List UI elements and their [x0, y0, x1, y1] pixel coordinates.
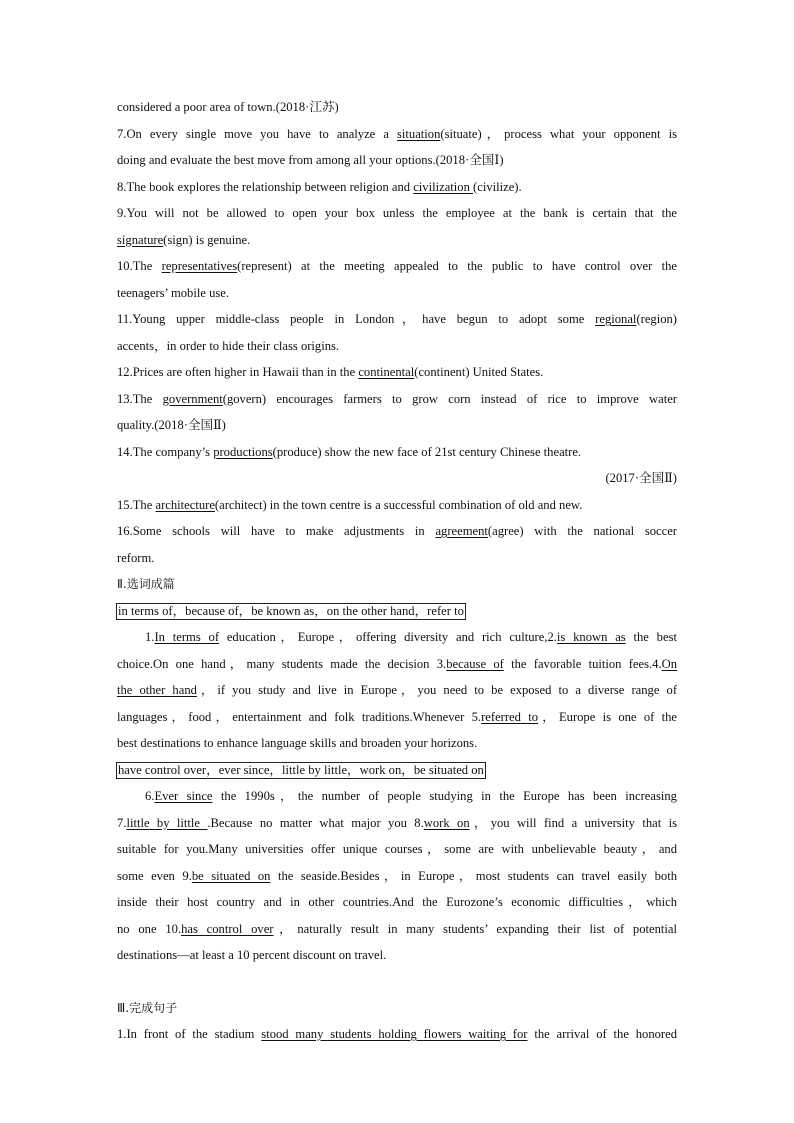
passage-line: [117, 863, 677, 890]
text-segment: the arrival of the honored: [527, 1027, 677, 1041]
passage-line: [117, 836, 677, 863]
answer-blank: stood many students holding flowers waiting for: [261, 1027, 528, 1041]
text-segment: (situate)，process what your opponent is: [440, 126, 677, 141]
text-line: [117, 280, 677, 307]
question-8: [117, 174, 677, 201]
text-segment: .Because no matter what major you 8.: [207, 815, 424, 830]
text-segment: 1.: [145, 630, 155, 644]
question-14: [117, 439, 677, 466]
text-segment: (sign) is genuine.: [163, 232, 251, 247]
text-segment: have control over，ever since，little by little，work on，be situated on: [118, 762, 484, 777]
text-segment: some even 9.: [117, 868, 192, 883]
text-segment: the favorable tuition fees.4.: [503, 656, 662, 671]
text-segment: choice.On one hand，many students made the decision 3.: [117, 656, 447, 671]
answer-blank: Ever since: [154, 789, 213, 803]
question-12: [117, 359, 677, 386]
text-segment: 8.The book explores the relationship between religion and: [117, 179, 414, 194]
text-segment: ，naturally result in many students’ expanding their list of potential: [273, 921, 677, 936]
word-bank-box: [116, 603, 466, 620]
answer-blank: is known as: [556, 630, 626, 644]
text-segment: 12.Prices are often higher in Hawaii than in the: [117, 365, 359, 379]
question-9: [117, 200, 677, 227]
text-segment: 15.The: [117, 497, 156, 512]
text-segment: no one 10.: [117, 921, 182, 936]
passage-line: [117, 730, 677, 757]
text-segment: (2017·全国Ⅱ): [605, 471, 677, 485]
text-segment: 11.Young upper middle-class people in London，have begun to adopt some: [117, 312, 596, 326]
question-11: [117, 306, 677, 333]
answer-blank: representatives: [161, 259, 238, 273]
text-segment: 13.The: [117, 391, 163, 406]
answer-blank: On: [661, 656, 677, 671]
text-segment: suitable for you.Many universities offer unique courses，some are with unbelievable beauty，and: [117, 842, 677, 856]
text-segment: education，Europe，offering diversity and rich culture,2.: [219, 630, 557, 644]
section-heading: [117, 571, 677, 598]
text-line: [117, 333, 677, 360]
text-line: [117, 147, 677, 174]
text-segment: (continent) United States.: [414, 365, 544, 379]
text-segment: in terms of，because of，be known as，on the other hand，refer to: [118, 603, 464, 618]
answer-blank: productions: [213, 444, 273, 459]
spacer: [117, 969, 677, 995]
word-bank-row: [117, 598, 677, 625]
text-segment: doing and evaluate the best move from among all your options.(2018·全国Ⅰ): [117, 153, 504, 167]
text-segment: 1.In front of the stadium: [117, 1027, 262, 1041]
answer-blank: situation: [397, 126, 441, 141]
text-segment: (agree) with the national soccer: [487, 524, 677, 538]
text-segment: (architect) in the town centre is a successful combination of old and new.: [214, 497, 583, 512]
text-segment: (govern) encourages farmers to grow corn instead of rice to improve water: [222, 391, 677, 406]
text-segment: Ⅱ.选词成篇: [117, 577, 175, 591]
answer-blank: because of: [446, 656, 504, 671]
text-segment: 7.: [117, 815, 127, 830]
text-line: [117, 227, 677, 254]
text-segment: (produce) show the new face of 21st century Chinese theatre.: [272, 444, 582, 459]
sentence-1: [117, 1021, 677, 1048]
answer-blank: signature: [117, 232, 164, 247]
question-7: [117, 121, 677, 148]
text-segment: the seaside.Besides，in Europe，most students can travel easily both: [270, 868, 677, 883]
text-segment: 9.You will not be allowed to open your box unless the employee at the bank is certain that the: [117, 206, 677, 220]
answer-blank: continental: [358, 365, 415, 379]
text-segment: destinations—at least a 10 percent discount on travel.: [117, 948, 387, 962]
passage-line: [117, 916, 677, 943]
word-bank-box: [116, 762, 486, 779]
text-segment: quality.(2018·全国Ⅱ): [117, 418, 226, 432]
answer-blank: civilization: [413, 179, 474, 194]
answer-blank: has control over: [181, 921, 274, 936]
text-segment: ，if you study and live in Europe，you need to be exposed to a diverse range of: [196, 683, 677, 697]
text-line: [117, 545, 677, 572]
text-segment: inside their host country and in other countries.And the Eurozone’s economic difficulties，which: [117, 895, 677, 909]
section-heading: [117, 995, 677, 1022]
passage-line: [117, 651, 677, 678]
text-segment: considered a poor area of town.(2018·江苏): [117, 100, 339, 114]
passage-line: [117, 677, 677, 704]
text-line: [117, 94, 677, 121]
text-segment: languages，food，entertainment and folk traditions.Whenever 5.: [117, 709, 482, 724]
answer-blank: regional: [595, 312, 637, 326]
answer-blank: referred to: [481, 709, 539, 724]
answer-blank: the other hand: [117, 683, 197, 697]
answer-blank: agreement: [435, 524, 488, 538]
source-note: [117, 465, 677, 492]
text-segment: 7.On every single move you have to analyze a: [117, 126, 398, 141]
question-16: [117, 518, 677, 545]
text-segment: 10.The: [117, 259, 162, 273]
text-segment: the 1990s，the number of people studying in the Europe has been increasing: [212, 789, 677, 803]
passage-line: [117, 889, 677, 916]
passage-line: [117, 810, 677, 837]
text-segment: 16.Some schools will have to make adjustments in: [117, 524, 436, 538]
text-segment: accents，in order to hide their class origins.: [117, 338, 340, 353]
text-segment: (civilize).: [473, 179, 522, 194]
text-segment: best destinations to enhance language skills and broaden your horizons.: [117, 736, 478, 750]
text-segment: Ⅲ.完成句子: [117, 1000, 178, 1015]
text-line: [117, 412, 677, 439]
answer-blank: be situated on: [191, 868, 271, 883]
worksheet-page: [117, 94, 677, 1048]
text-segment: 14.The company’s: [117, 444, 214, 459]
text-segment: (region): [636, 312, 677, 326]
question-13: [117, 386, 677, 413]
word-bank-row: [117, 757, 677, 784]
answer-blank: In terms of: [154, 630, 220, 644]
text-segment: 6.: [145, 789, 155, 803]
answer-blank: architecture: [155, 497, 215, 512]
question-10: [117, 253, 677, 280]
text-segment: teenagers’ mobile use.: [117, 285, 230, 300]
text-segment: ，you will find a university that is: [469, 815, 677, 830]
passage-line: [117, 942, 677, 969]
answer-blank: little by little: [126, 815, 208, 830]
text-segment: (represent) at the meeting appealed to the public to have control over the: [237, 259, 677, 273]
answer-blank: government: [162, 391, 223, 406]
passage-line: [117, 624, 677, 651]
passage-line: [117, 783, 677, 810]
answer-blank: work on: [423, 815, 470, 830]
text-segment: the best: [625, 630, 677, 644]
text-segment: ，Europe is one of the: [538, 709, 677, 724]
text-segment: reform.: [117, 550, 155, 565]
question-15: [117, 492, 677, 519]
passage-line: [117, 704, 677, 731]
